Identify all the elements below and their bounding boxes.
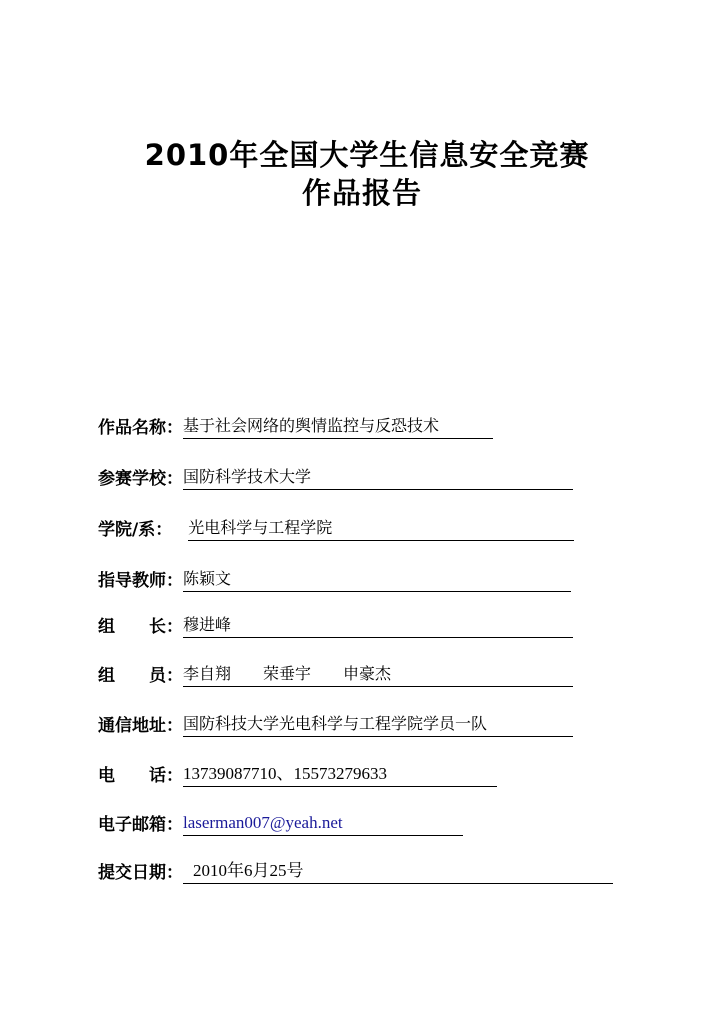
field-value-team-members: 李自翔 荣垂宇 申豪杰 xyxy=(183,663,573,687)
field-value-team-leader: 穆进峰 xyxy=(183,614,573,638)
report-subtitle: 作品报告 xyxy=(301,176,422,210)
field-value-advisor: 陈颖文 xyxy=(183,568,571,592)
field-value-phone: 13739087710、15573279633 xyxy=(183,763,497,787)
field-value-department: 光电科学与工程学院 xyxy=(188,517,574,541)
field-value-address: 国防科技大学光电科学与工程学院学员一队 xyxy=(183,713,573,737)
field-value-school: 国防科学技术大学 xyxy=(183,466,573,490)
field-team-leader xyxy=(98,612,573,638)
field-team-members xyxy=(98,661,573,687)
field-label-email: 电子邮箱： xyxy=(98,815,183,835)
field-label-team-leader: 组 长： xyxy=(98,617,183,637)
field-label-submit-date: 提交日期： xyxy=(98,863,183,883)
field-project-name xyxy=(98,413,493,439)
field-value-submit-date: 2010年6月25号 xyxy=(183,860,613,884)
competition-title: 2010年全国大学生信息安全竞赛 xyxy=(144,138,590,172)
field-email xyxy=(98,810,463,836)
field-label-team-members: 组 员： xyxy=(98,666,183,686)
field-label-advisor: 指导教师： xyxy=(98,571,183,591)
field-label-school: 参赛学校： xyxy=(98,469,183,489)
field-school xyxy=(98,464,573,490)
field-advisor xyxy=(98,566,571,592)
field-phone xyxy=(98,761,497,787)
report-title xyxy=(0,136,724,212)
field-label-address: 通信地址： xyxy=(98,716,183,736)
field-value-project-name: 基于社会网络的舆情监控与反恐技术 xyxy=(183,415,493,439)
field-label-department: 学院/系： xyxy=(98,520,173,540)
field-label-project-name: 作品名称： xyxy=(98,418,183,438)
field-value-email[interactable]: laserman007@yeah.net xyxy=(183,812,463,836)
field-label-phone: 电 话： xyxy=(98,766,183,786)
field-department xyxy=(98,515,574,541)
field-address xyxy=(98,711,573,737)
field-submit-date xyxy=(98,858,613,884)
